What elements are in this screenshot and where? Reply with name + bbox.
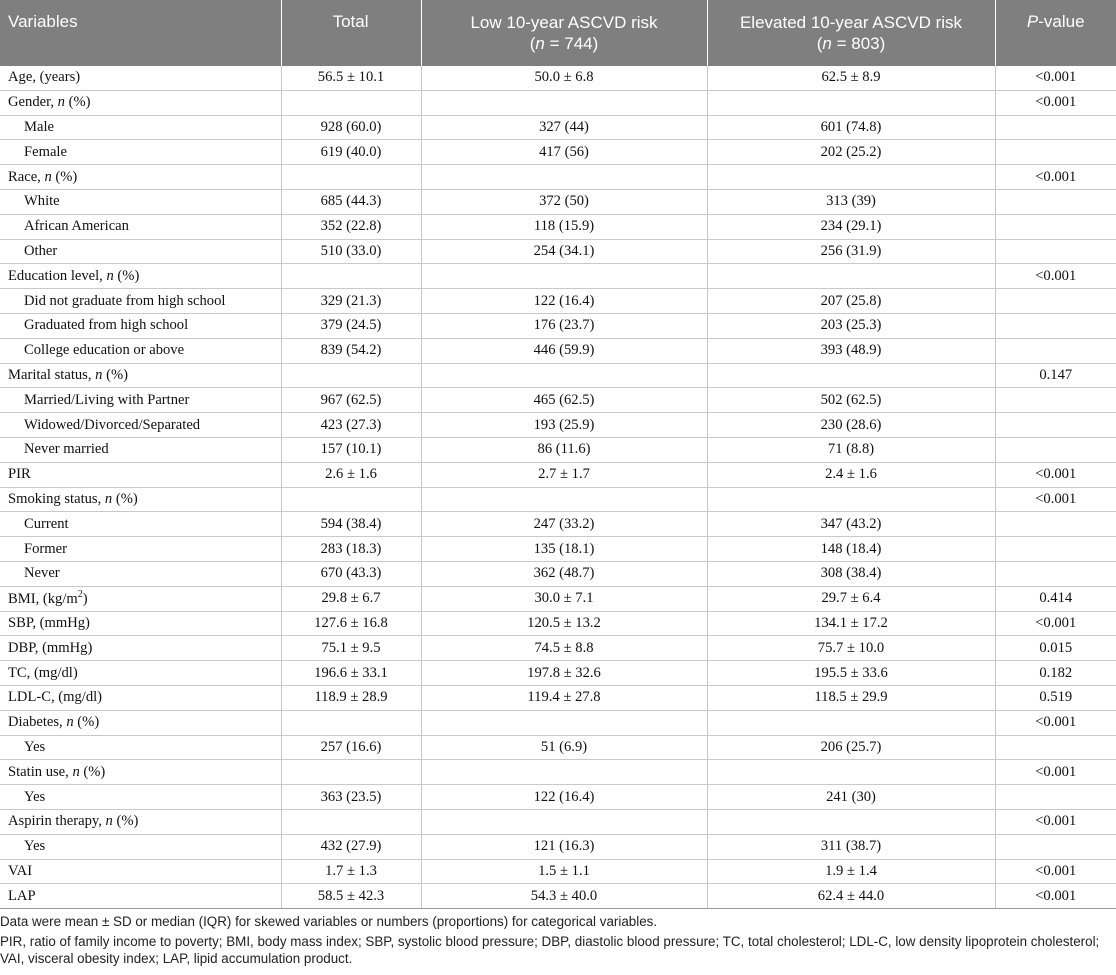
table-row <box>0 710 1116 735</box>
table-row <box>0 487 1116 512</box>
cell-p-value <box>995 413 1116 438</box>
cell-p-value: <0.001 <box>995 487 1116 512</box>
cell-total: 670 (43.3) <box>281 561 421 586</box>
header-low-risk-title: Low 10-year ASCVD risk <box>470 13 658 32</box>
cell-p-value: <0.001 <box>995 462 1116 487</box>
cell-variable: Marital status, n (%) <box>0 363 281 388</box>
cell-variable: College education or above <box>0 338 281 363</box>
cell-p-value: <0.001 <box>995 165 1116 190</box>
cell-p-value: 0.015 <box>995 636 1116 661</box>
table-row <box>0 785 1116 810</box>
cell-low-risk: 121 (16.3) <box>421 834 707 859</box>
cell-variable: Yes <box>0 834 281 859</box>
cell-total <box>281 487 421 512</box>
cell-elevated-risk: 601 (74.8) <box>707 115 995 140</box>
cell-total: 257 (16.6) <box>281 735 421 760</box>
cell-variable: Graduated from high school <box>0 313 281 338</box>
cell-total: 967 (62.5) <box>281 388 421 413</box>
table-row <box>0 289 1116 314</box>
cell-variable: DBP, (mmHg) <box>0 636 281 661</box>
cell-p-value <box>995 313 1116 338</box>
header-elevated-risk-n: (n = 803) <box>816 34 886 53</box>
header-total: Total <box>281 0 421 66</box>
cell-elevated-risk: 241 (30) <box>707 785 995 810</box>
cell-total: 2.6 ± 1.6 <box>281 462 421 487</box>
cell-low-risk: 86 (11.6) <box>421 437 707 462</box>
table-row <box>0 165 1116 190</box>
cell-variable: Yes <box>0 735 281 760</box>
table-body <box>0 66 1116 909</box>
cell-low-risk <box>421 363 707 388</box>
cell-total <box>281 264 421 289</box>
cell-low-risk: 2.7 ± 1.7 <box>421 462 707 487</box>
cell-low-risk: 120.5 ± 13.2 <box>421 611 707 636</box>
cell-low-risk: 327 (44) <box>421 115 707 140</box>
table-row <box>0 462 1116 487</box>
cell-variable: Diabetes, n (%) <box>0 710 281 735</box>
table-row <box>0 115 1116 140</box>
cell-variable: Age, (years) <box>0 66 281 90</box>
cell-p-value: <0.001 <box>995 859 1116 884</box>
cell-elevated-risk: 206 (25.7) <box>707 735 995 760</box>
cell-p-value: 0.519 <box>995 685 1116 710</box>
cell-p-value <box>995 512 1116 537</box>
table-row <box>0 636 1116 661</box>
cell-low-risk <box>421 487 707 512</box>
cell-total: 58.5 ± 42.3 <box>281 884 421 909</box>
cell-elevated-risk <box>707 487 995 512</box>
cell-variable: Race, n (%) <box>0 165 281 190</box>
cell-elevated-risk: 203 (25.3) <box>707 313 995 338</box>
cell-total: 432 (27.9) <box>281 834 421 859</box>
cell-p-value: <0.001 <box>995 264 1116 289</box>
cell-elevated-risk <box>707 264 995 289</box>
cell-total: 839 (54.2) <box>281 338 421 363</box>
cell-variable: Former <box>0 537 281 562</box>
cell-total: 329 (21.3) <box>281 289 421 314</box>
cell-elevated-risk: 62.5 ± 8.9 <box>707 66 995 90</box>
cell-elevated-risk: 75.7 ± 10.0 <box>707 636 995 661</box>
table-row <box>0 884 1116 909</box>
table-row <box>0 685 1116 710</box>
footnote-data-description: Data were mean ± SD or median (IQR) for skewed variables or numbers (proportions) for categorical variables. <box>0 914 658 929</box>
cell-total <box>281 363 421 388</box>
cell-p-value <box>995 437 1116 462</box>
cell-p-value <box>995 561 1116 586</box>
cell-p-value <box>995 214 1116 239</box>
cell-p-value: <0.001 <box>995 884 1116 909</box>
cell-variable: Married/Living with Partner <box>0 388 281 413</box>
table-header <box>0 0 1116 66</box>
table-row <box>0 140 1116 165</box>
cell-variable: SBP, (mmHg) <box>0 611 281 636</box>
cell-elevated-risk: 71 (8.8) <box>707 437 995 462</box>
table-row <box>0 437 1116 462</box>
table-row <box>0 338 1116 363</box>
cell-elevated-risk <box>707 710 995 735</box>
cell-low-risk: 176 (23.7) <box>421 313 707 338</box>
table-row <box>0 661 1116 686</box>
cell-elevated-risk: 118.5 ± 29.9 <box>707 685 995 710</box>
cell-total: 196.6 ± 33.1 <box>281 661 421 686</box>
cell-low-risk: 465 (62.5) <box>421 388 707 413</box>
cell-low-risk <box>421 710 707 735</box>
cell-variable: Aspirin therapy, n (%) <box>0 809 281 834</box>
table-row <box>0 413 1116 438</box>
cell-p-value <box>995 189 1116 214</box>
cell-elevated-risk <box>707 760 995 785</box>
cell-low-risk: 122 (16.4) <box>421 289 707 314</box>
cell-p-value: <0.001 <box>995 710 1116 735</box>
cell-elevated-risk: 1.9 ± 1.4 <box>707 859 995 884</box>
cell-variable: Male <box>0 115 281 140</box>
table-row <box>0 859 1116 884</box>
table-row <box>0 512 1116 537</box>
cell-variable: Never married <box>0 437 281 462</box>
table-row <box>0 809 1116 834</box>
table-row <box>0 189 1116 214</box>
cell-elevated-risk <box>707 363 995 388</box>
cell-low-risk: 119.4 ± 27.8 <box>421 685 707 710</box>
cell-p-value: 0.147 <box>995 363 1116 388</box>
cell-elevated-risk: 502 (62.5) <box>707 388 995 413</box>
cell-variable: LDL-C, (mg/dl) <box>0 685 281 710</box>
cell-total: 510 (33.0) <box>281 239 421 264</box>
table-row <box>0 388 1116 413</box>
cell-low-risk: 446 (59.9) <box>421 338 707 363</box>
cell-p-value <box>995 388 1116 413</box>
table-row <box>0 735 1116 760</box>
table-row <box>0 561 1116 586</box>
cell-total: 928 (60.0) <box>281 115 421 140</box>
cell-total: 352 (22.8) <box>281 214 421 239</box>
cell-variable: PIR <box>0 462 281 487</box>
cell-variable: TC, (mg/dl) <box>0 661 281 686</box>
cell-elevated-risk: 2.4 ± 1.6 <box>707 462 995 487</box>
table-row <box>0 760 1116 785</box>
cell-low-risk: 372 (50) <box>421 189 707 214</box>
cell-variable: Did not graduate from high school <box>0 289 281 314</box>
cell-low-risk: 54.3 ± 40.0 <box>421 884 707 909</box>
cell-total: 29.8 ± 6.7 <box>281 586 421 611</box>
cell-p-value <box>995 338 1116 363</box>
cell-low-risk: 193 (25.9) <box>421 413 707 438</box>
cell-elevated-risk <box>707 165 995 190</box>
cell-total: 423 (27.3) <box>281 413 421 438</box>
cell-total: 619 (40.0) <box>281 140 421 165</box>
cell-low-risk <box>421 90 707 115</box>
table-row <box>0 239 1116 264</box>
cell-low-risk: 247 (33.2) <box>421 512 707 537</box>
cell-total: 75.1 ± 9.5 <box>281 636 421 661</box>
cell-elevated-risk <box>707 90 995 115</box>
header-elevated-risk-title: Elevated 10-year ASCVD risk <box>739 13 963 32</box>
header-row <box>0 0 1116 66</box>
table-row <box>0 66 1116 90</box>
cell-elevated-risk: 134.1 ± 17.2 <box>707 611 995 636</box>
cell-elevated-risk: 207 (25.8) <box>707 289 995 314</box>
cell-p-value <box>995 834 1116 859</box>
cell-low-risk: 417 (56) <box>421 140 707 165</box>
cell-variable: Smoking status, n (%) <box>0 487 281 512</box>
table-row <box>0 586 1116 611</box>
cell-elevated-risk: 202 (25.2) <box>707 140 995 165</box>
cell-p-value: 0.414 <box>995 586 1116 611</box>
cell-total <box>281 710 421 735</box>
cell-p-value: <0.001 <box>995 809 1116 834</box>
cell-elevated-risk: 234 (29.1) <box>707 214 995 239</box>
cell-variable: Never <box>0 561 281 586</box>
cell-total <box>281 90 421 115</box>
cell-variable: Other <box>0 239 281 264</box>
cell-variable: Female <box>0 140 281 165</box>
cell-elevated-risk <box>707 809 995 834</box>
cell-variable: Widowed/Divorced/Separated <box>0 413 281 438</box>
cell-p-value <box>995 735 1116 760</box>
cell-p-value <box>995 239 1116 264</box>
cell-variable: Yes <box>0 785 281 810</box>
cell-low-risk: 1.5 ± 1.1 <box>421 859 707 884</box>
cell-variable: Current <box>0 512 281 537</box>
cell-low-risk: 362 (48.7) <box>421 561 707 586</box>
cell-total: 379 (24.5) <box>281 313 421 338</box>
cell-p-value: <0.001 <box>995 66 1116 90</box>
cell-low-risk: 122 (16.4) <box>421 785 707 810</box>
cell-p-value <box>995 785 1116 810</box>
cell-low-risk: 135 (18.1) <box>421 537 707 562</box>
cell-elevated-risk: 256 (31.9) <box>707 239 995 264</box>
cell-low-risk: 74.5 ± 8.8 <box>421 636 707 661</box>
cell-elevated-risk: 393 (48.9) <box>707 338 995 363</box>
cell-variable: Gender, n (%) <box>0 90 281 115</box>
cell-total: 363 (23.5) <box>281 785 421 810</box>
cell-total: 283 (18.3) <box>281 537 421 562</box>
footnote-abbreviations: PIR, ratio of family income to poverty; BMI, body mass index; SBP, systolic blood pressure; DBP, diastolic blood pressure; TC, total cholesterol; LDL-C, low density lipoprotein cholesterol; VAI, visceral obesity index; LAP, lipid accumulation product. <box>0 934 1100 966</box>
cell-elevated-risk: 308 (38.4) <box>707 561 995 586</box>
cell-total: 127.6 ± 16.8 <box>281 611 421 636</box>
table-row <box>0 90 1116 115</box>
cell-low-risk: 50.0 ± 6.8 <box>421 66 707 90</box>
cell-variable: Statin use, n (%) <box>0 760 281 785</box>
cell-low-risk: 118 (15.9) <box>421 214 707 239</box>
cell-elevated-risk: 230 (28.6) <box>707 413 995 438</box>
cell-variable: African American <box>0 214 281 239</box>
cell-total: 56.5 ± 10.1 <box>281 66 421 90</box>
cell-elevated-risk: 148 (18.4) <box>707 537 995 562</box>
cell-low-risk: 254 (34.1) <box>421 239 707 264</box>
cell-elevated-risk: 62.4 ± 44.0 <box>707 884 995 909</box>
cell-p-value <box>995 115 1116 140</box>
header-variables: Variables <box>0 0 281 66</box>
cell-p-value: <0.001 <box>995 611 1116 636</box>
header-low-risk-n: (n = 744) <box>529 34 599 53</box>
cell-low-risk: 51 (6.9) <box>421 735 707 760</box>
cell-p-value <box>995 140 1116 165</box>
cell-total: 685 (44.3) <box>281 189 421 214</box>
cell-elevated-risk: 347 (43.2) <box>707 512 995 537</box>
cell-low-risk <box>421 760 707 785</box>
cell-variable: BMI, $(kg/m^2)$ <box>0 586 281 611</box>
cell-variable: VAI <box>0 859 281 884</box>
cell-low-risk <box>421 165 707 190</box>
table-footnotes <box>0 913 1116 970</box>
table-row <box>0 834 1116 859</box>
cell-variable: LAP <box>0 884 281 909</box>
cell-total <box>281 165 421 190</box>
cell-low-risk <box>421 264 707 289</box>
header-low-risk <box>421 0 707 66</box>
cell-variable: Education level, n (%) <box>0 264 281 289</box>
cell-total: 594 (38.4) <box>281 512 421 537</box>
cell-low-risk: 30.0 ± 7.1 <box>421 586 707 611</box>
table-row <box>0 611 1116 636</box>
table-row <box>0 363 1116 388</box>
cell-elevated-risk: 313 (39) <box>707 189 995 214</box>
cell-elevated-risk: 311 (38.7) <box>707 834 995 859</box>
cell-p-value: <0.001 <box>995 760 1116 785</box>
cell-low-risk: 197.8 ± 32.6 <box>421 661 707 686</box>
table-row <box>0 313 1116 338</box>
cell-total: 1.7 ± 1.3 <box>281 859 421 884</box>
cell-low-risk <box>421 809 707 834</box>
table-row <box>0 214 1116 239</box>
cell-p-value <box>995 537 1116 562</box>
cell-p-value: <0.001 <box>995 90 1116 115</box>
cell-p-value: 0.182 <box>995 661 1116 686</box>
table-row <box>0 264 1116 289</box>
cell-elevated-risk: 29.7 ± 6.4 <box>707 586 995 611</box>
cell-total <box>281 809 421 834</box>
cell-variable: White <box>0 189 281 214</box>
table-row <box>0 537 1116 562</box>
cell-total: 118.9 ± 28.9 <box>281 685 421 710</box>
header-p-value: P-value <box>995 0 1116 66</box>
header-elevated-risk <box>707 0 995 66</box>
cell-total: 157 (10.1) <box>281 437 421 462</box>
cell-p-value <box>995 289 1116 314</box>
cell-total <box>281 760 421 785</box>
cell-elevated-risk: 195.5 ± 33.6 <box>707 661 995 686</box>
